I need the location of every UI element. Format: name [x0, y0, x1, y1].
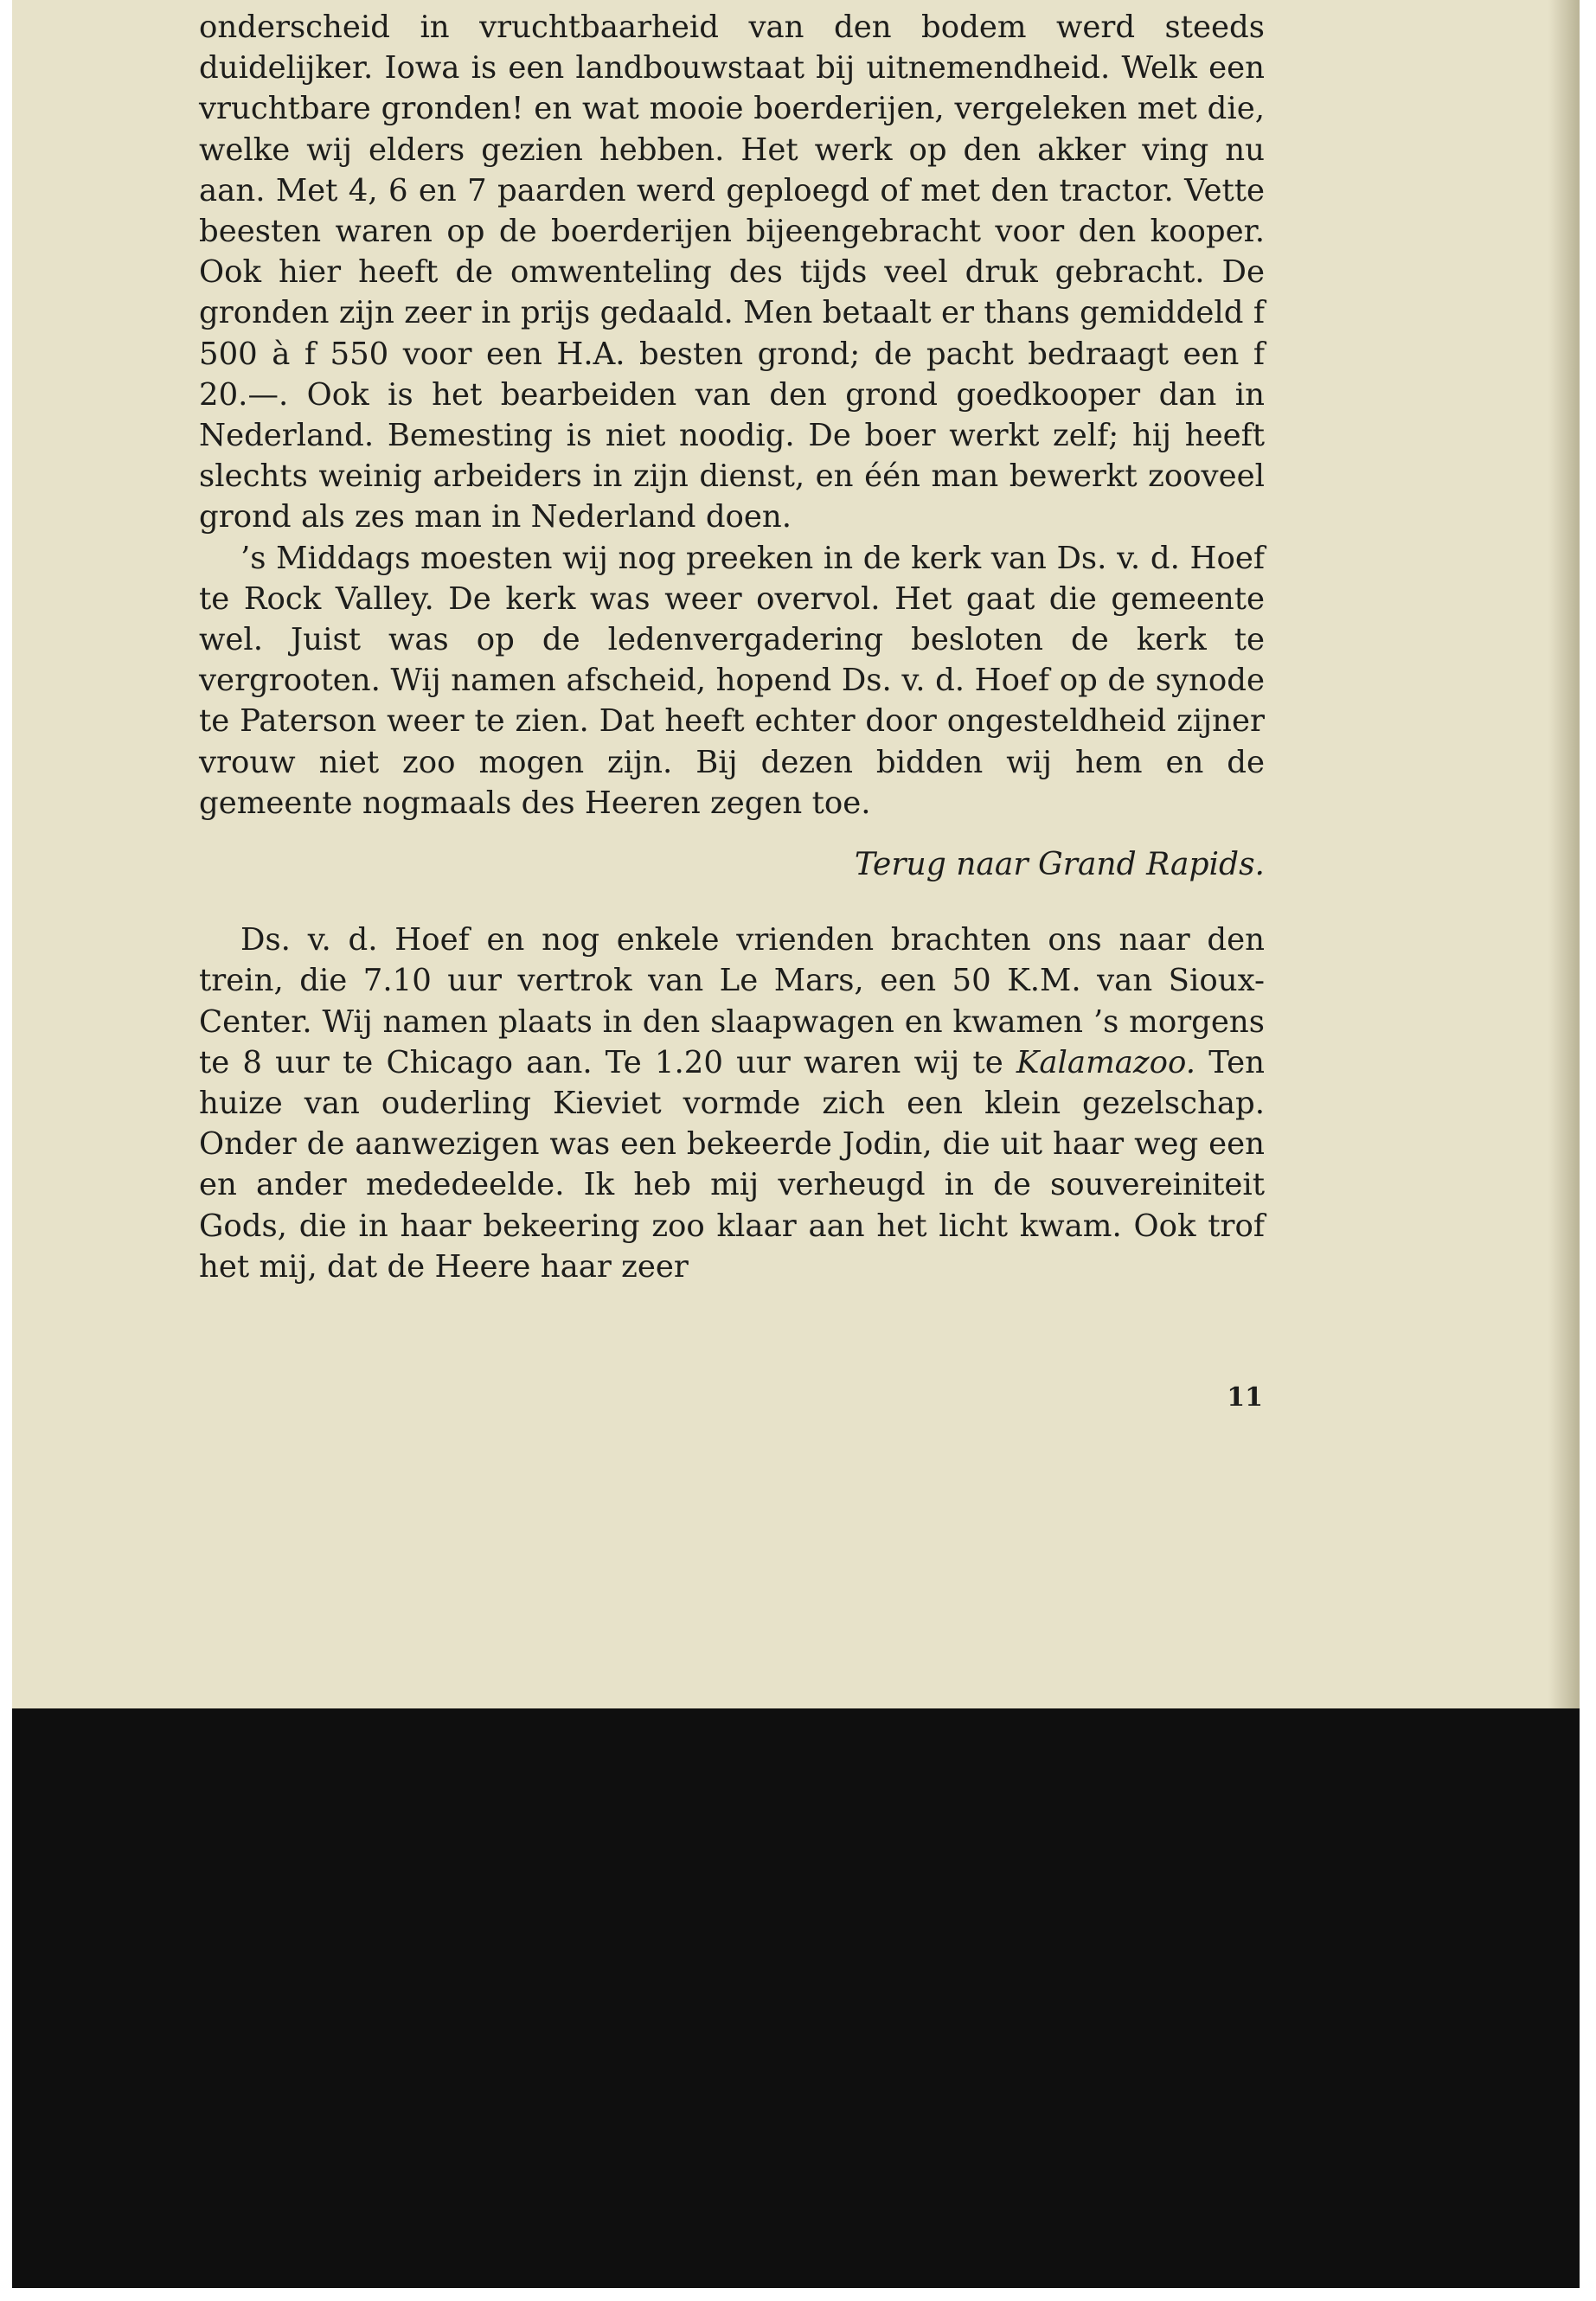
paragraph-final: [199, 920, 1265, 1287]
place-name: Kalamazoo.: [1016, 1044, 1196, 1080]
paragraph-text-end: Ten huize van ouderling Kieviet vormde zich een klein gezelschap. Onder de aanwezigen was een bekeerde Jodin, die uit haar weg een en ander mededeelde. Ik heb mij verheugd in de souvereiniteit Gods, die in haar bekeering zoo klaar aan het licht kwam. Ook trof het mij, dat de Heere haar zeer: [199, 1044, 1265, 1285]
paragraph-continued: onderscheid in vruchtbaarheid van den bodem werd steeds duidelijker. Iowa is een landbouwstaat bij uitnemendheid. Welk een vruchtbare gronden! en wat mooie boerderijen, vergeleken met die, welke wij elders gezien hebben. Het werk op den akker ving nu aan. Met 4, 6 en 7 paarden werd geploegd of met den tractor. Vette beesten waren op de boerderijen bijeengebracht voor den kooper. Ook hier heeft de omwenteling des tijds veel druk gebracht. De gronden zijn zeer in prijs gedaald. Men betaalt er thans gemiddeld f 500 à f 550 voor een H.A. besten grond; de pacht bedraagt een f 20.—. Ook is het bearbeiden van den grond goedkooper dan in Nederland. Bemesting is niet noodig. De boer werkt zelf; hij heeft slechts weinig arbeiders in zijn dienst, en één man bewerkt zooveel grond als zes man in Nederland doen.: [199, 10, 1265, 535]
page-number: 11: [1227, 1382, 1263, 1413]
section-heading: Terug naar Grand Rapids.: [854, 847, 1265, 883]
scan-background-band: [12, 1708, 1580, 2288]
paragraph-text: Ds. v. d. Hoef en nog enkele vrienden brachten ons naar den trein, die 7.10 uur vertrok van Le Mars, een 50 K.M. van Sioux-Center. Wij namen plaats in den slaapwagen en kwamen ’s morgens te 8 uur te Chicago aan. Te 1.20 uur waren wij te: [199, 922, 1265, 1080]
body-text: [199, 7, 1265, 1287]
paragraph: ’s Middags moesten wij nog preeken in de kerk van Ds. v. d. Hoef te Rock Valley. De kerk was weer overvol. Het gaat die gemeente wel. Juist was op de ledenvergadering besloten de kerk te vergrooten. Wij namen afscheid, hopend Ds. v. d. Hoef op de synode te Paterson weer te zien. Dat heeft echter door ongesteldheid zijner vrouw niet zoo mogen zijn. Bij dezen bidden wij hem en de gemeente nogmaals des Heeren zegen toe.: [199, 540, 1265, 821]
page-edge-shadow: [1548, 0, 1580, 1713]
